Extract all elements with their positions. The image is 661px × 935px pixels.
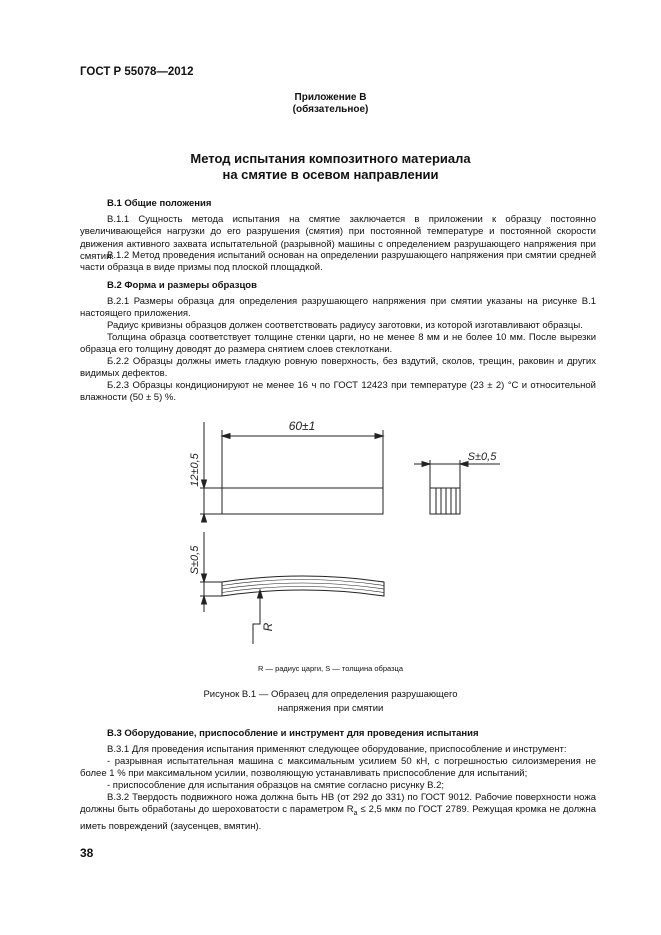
paragraph-b3-4-end: ≤ 2,5 мкм по ГОСТ 2789. Режущая кромка не должна иметь повреждений (заусенцев, вмятин). (80, 804, 596, 832)
paragraph-b3-4-start: В.3.2 Твердость подвижного ножа должна быть НВ (от 292 до 331) по ГОСТ 9012. Рабочие поверхности ножа должны быть обработаны до шероховатости с параметром R (80, 792, 596, 816)
dim-thickness-side-label: S±0,5 (467, 451, 497, 463)
page-number: 38 (80, 846, 94, 860)
arrow-length-right (375, 434, 383, 439)
page-title-line1: Метод испытания композитного материала (190, 151, 471, 166)
paragraph-b1-1: В.1.1 Сущность метода испытания на смятие заключается в приложении к образцу постоянно увеличивающейся нагрузки до его разрушения (смятия) при постоянной температуре и постоянной скорости движения активного захвата испытательной (разрывной) машины с определением разрушающего напряжения при смятии. (80, 214, 596, 263)
dim-height-label: 12±0,5 (189, 453, 201, 487)
section-heading-b3: В.3 Оборудование, приспособление и инструмент для проведения испытания (107, 728, 479, 739)
paragraph-b3-2: - разрывная испытательная машина с максимальным усилием 50 кН, с погрешностью силоизмерения не более 1 % при максимальном усилии, позволяющую устанавливать приспособление для испытаний; (80, 756, 596, 780)
annex-label: Приложение В (294, 92, 367, 103)
specimen-face-rect (222, 488, 383, 514)
roughness-subscript: a (353, 810, 358, 818)
paragraph-b2-3: Толщина образца соответствует толщине стенки царги, но не менее 8 мм и не более 10 мм. После вырезки образца его толщину доводят до размера снятием слоев стеклоткани. (80, 332, 596, 356)
paragraph-b2-5: Б.2.3 Образцы кондиционируют не менее 16 ч по ГОСТ 12423 при температуре (23 ± 2) °С и относительной влажности (50 ± 5) %. (80, 380, 596, 404)
dim-thickness-arc-label: S±0,5 (189, 545, 201, 575)
section-heading-b2: В.2 Форма и размеры образцов (107, 280, 257, 291)
dim-length-label: 60±1 (288, 419, 316, 433)
figure-caption-line1: Рисунок В.1 — Образец для определения разрушающего (203, 689, 458, 700)
paragraph-b2-4: Б.2.2 Образцы должны иметь гладкую ровную поверхность, без вздутий, сколов, трещин, раковин и других видимых дефектов. (80, 356, 596, 380)
document-header: ГОСТ Р 55078—2012 (80, 66, 194, 78)
arrow-length-left (222, 434, 230, 439)
paragraph-b3-1: В.3.1 Для проведения испытания применяют следующее оборудование, приспособление и инструмент: (107, 744, 567, 755)
paragraph-b3-4 (80, 792, 596, 833)
arrow-height-bottom (202, 514, 207, 522)
figure-legend: R — радиус царги, S — толщина образца (257, 664, 403, 673)
paragraph-b1-2: В.1.2 Метод проведения испытаний основан на определении разрушающего напряжения при смятии средней части образца в виде призмы под плоской площадкой. (80, 250, 596, 274)
annex-status: (обязательное) (292, 104, 369, 115)
radius-label: R (261, 622, 275, 632)
paragraph-b3-3: - приспособление для испытания образцов на смятие согласно рисунку В.2; (107, 780, 444, 791)
page-title-line2: на смятие в осевом направлении (222, 167, 439, 182)
section-heading-b1: В.1 Общие положения (107, 198, 212, 209)
paragraph-b2-2: Радиус кривизны образцов должен соответствовать радиусу заготовки, из которой изготавливают образцы. (107, 320, 583, 331)
specimen-drawing (160, 412, 540, 672)
figure-caption-line2: напряжения при смятии (277, 703, 384, 714)
paragraph-b2-1: В.2.1 Размеры образца для определения разрушающего напряжения при смятии указаны на рисунке В.1 настоящего приложения. (80, 296, 596, 320)
arrow-height-top (202, 480, 207, 488)
